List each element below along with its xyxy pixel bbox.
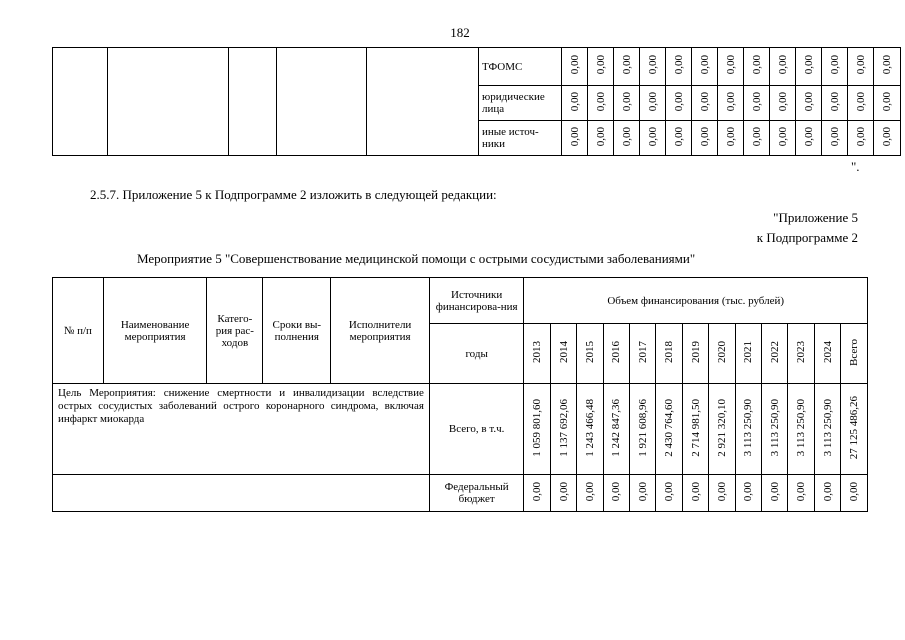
value-cell: 0,00 [562, 86, 588, 121]
value-cell: 0,00 [744, 48, 770, 86]
appendix-line-2: к Подпрограмме 2 [756, 230, 858, 245]
value-cell: 0,00 [822, 121, 848, 156]
value-cell: 0,00 [744, 121, 770, 156]
source-label: ТФОМС [479, 48, 562, 86]
value-cell: 0,00 [848, 86, 874, 121]
closing-quote: ". [851, 159, 860, 174]
value-cell: 0,00 [848, 48, 874, 86]
value-cell: 2 430 764,60 [656, 384, 682, 475]
year-header: 2015 [577, 324, 603, 384]
source-federal: Федеральный бюджет [429, 475, 523, 512]
value-cell: 0,00 [692, 86, 718, 121]
year-header: 2021 [735, 324, 761, 384]
header-sources: Источники финансирова-ния [429, 278, 523, 324]
value-cell: 1 059 801,60 [524, 384, 550, 475]
value-cell: 0,00 [718, 48, 744, 86]
header-name: Наименование мероприятия [103, 278, 207, 384]
value-cell: 0,00 [796, 86, 822, 121]
source-label: иные источ-ники [479, 121, 562, 156]
value-cell: 0,00 [788, 475, 814, 512]
value-cell: 0,00 [770, 86, 796, 121]
value-cell: 0,00 [603, 475, 629, 512]
value-cell: 3 113 250,90 [735, 384, 761, 475]
value-cell: 0,00 [666, 121, 692, 156]
measure-title: Мероприятие 5 "Совершенствование медицинской помощи с острыми сосудистыми заболеваниями" [137, 251, 696, 266]
year-header: Всего [841, 324, 868, 384]
value-cell: 27 125 486,26 [841, 384, 868, 475]
header-num: № п/п [53, 278, 104, 384]
value-cell: 0,00 [666, 86, 692, 121]
value-cell: 0,00 [640, 86, 666, 121]
value-cell: 0,00 [614, 48, 640, 86]
value-cell: 0,00 [588, 121, 614, 156]
value-cell: 0,00 [640, 48, 666, 86]
year-header: 2013 [524, 324, 550, 384]
year-header: 2022 [762, 324, 788, 384]
header-executors: Исполнители мероприятия [331, 278, 430, 384]
value-cell: 0,00 [614, 86, 640, 121]
header-terms: Сроки вы-полнения [263, 278, 331, 384]
goal-text: Цель Мероприятия: снижение смертности и инвалидизации вследствие острых сосудистых заболеваний острого коронарного синдрома, включая инфаркт миокарда [53, 384, 430, 475]
value-cell: 0,00 [588, 48, 614, 86]
value-cell: 0,00 [718, 86, 744, 121]
value-cell: 0,00 [588, 86, 614, 121]
value-cell: 0,00 [848, 121, 874, 156]
value-cell: 0,00 [841, 475, 868, 512]
empty-cell [229, 48, 277, 156]
empty-cell [53, 48, 108, 156]
value-cell: 0,00 [682, 475, 708, 512]
year-header: 2020 [709, 324, 735, 384]
value-cell: 0,00 [796, 121, 822, 156]
value-cell: 0,00 [562, 48, 588, 86]
value-cell: 0,00 [630, 475, 656, 512]
header-category: Катего-рия рас-ходов [207, 278, 263, 384]
value-cell: 2 714 981,50 [682, 384, 708, 475]
value-cell: 0,00 [822, 48, 848, 86]
page-number: 182 [450, 25, 470, 40]
table-row [53, 48, 901, 86]
source-total: Всего, в т.ч. [429, 384, 523, 475]
value-cell: 1 243 466,48 [577, 384, 603, 475]
value-cell: 0,00 [692, 48, 718, 86]
instruction-text: 2.5.7. Приложение 5 к Подпрограмме 2 изложить в следующей редакции: [90, 187, 497, 202]
value-cell: 0,00 [744, 86, 770, 121]
value-cell: 0,00 [822, 86, 848, 121]
year-header: 2017 [630, 324, 656, 384]
value-cell: 0,00 [692, 121, 718, 156]
continuation-table [52, 47, 901, 156]
value-cell: 0,00 [577, 475, 603, 512]
year-header: 2019 [682, 324, 708, 384]
value-cell: 0,00 [770, 48, 796, 86]
value-cell: 0,00 [770, 121, 796, 156]
value-cell: 0,00 [550, 475, 576, 512]
value-cell: 0,00 [735, 475, 761, 512]
header-years: годы [429, 324, 523, 384]
value-cell: 1 242 847,36 [603, 384, 629, 475]
year-header: 2023 [788, 324, 814, 384]
value-cell: 3 113 250,90 [814, 384, 840, 475]
value-cell: 0,00 [656, 475, 682, 512]
source-label: юридические лица [479, 86, 562, 121]
header-volume: Объем финансирования (тыс. рублей) [524, 278, 868, 324]
financing-table [52, 277, 868, 512]
value-cell: 0,00 [709, 475, 735, 512]
value-cell: 1 137 692,06 [550, 384, 576, 475]
year-header: 2016 [603, 324, 629, 384]
year-header: 2018 [656, 324, 682, 384]
year-header: 2014 [550, 324, 576, 384]
value-cell: 0,00 [814, 475, 840, 512]
value-cell: 0,00 [874, 86, 901, 121]
value-cell: 0,00 [666, 48, 692, 86]
empty-cell [367, 48, 479, 156]
year-header: 2024 [814, 324, 840, 384]
value-cell: 0,00 [562, 121, 588, 156]
value-cell: 0,00 [524, 475, 550, 512]
value-cell: 0,00 [874, 48, 901, 86]
empty-cell [53, 475, 430, 512]
value-cell: 3 113 250,90 [788, 384, 814, 475]
value-cell: 0,00 [640, 121, 666, 156]
value-cell: 0,00 [796, 48, 822, 86]
value-cell: 1 921 608,96 [630, 384, 656, 475]
value-cell: 0,00 [718, 121, 744, 156]
appendix-line-1: "Приложение 5 [773, 210, 858, 225]
value-cell: 3 113 250,90 [762, 384, 788, 475]
value-cell: 0,00 [874, 121, 901, 156]
empty-cell [108, 48, 229, 156]
value-cell: 0,00 [762, 475, 788, 512]
empty-cell [277, 48, 367, 156]
value-cell: 0,00 [614, 121, 640, 156]
value-cell: 2 921 320,10 [709, 384, 735, 475]
